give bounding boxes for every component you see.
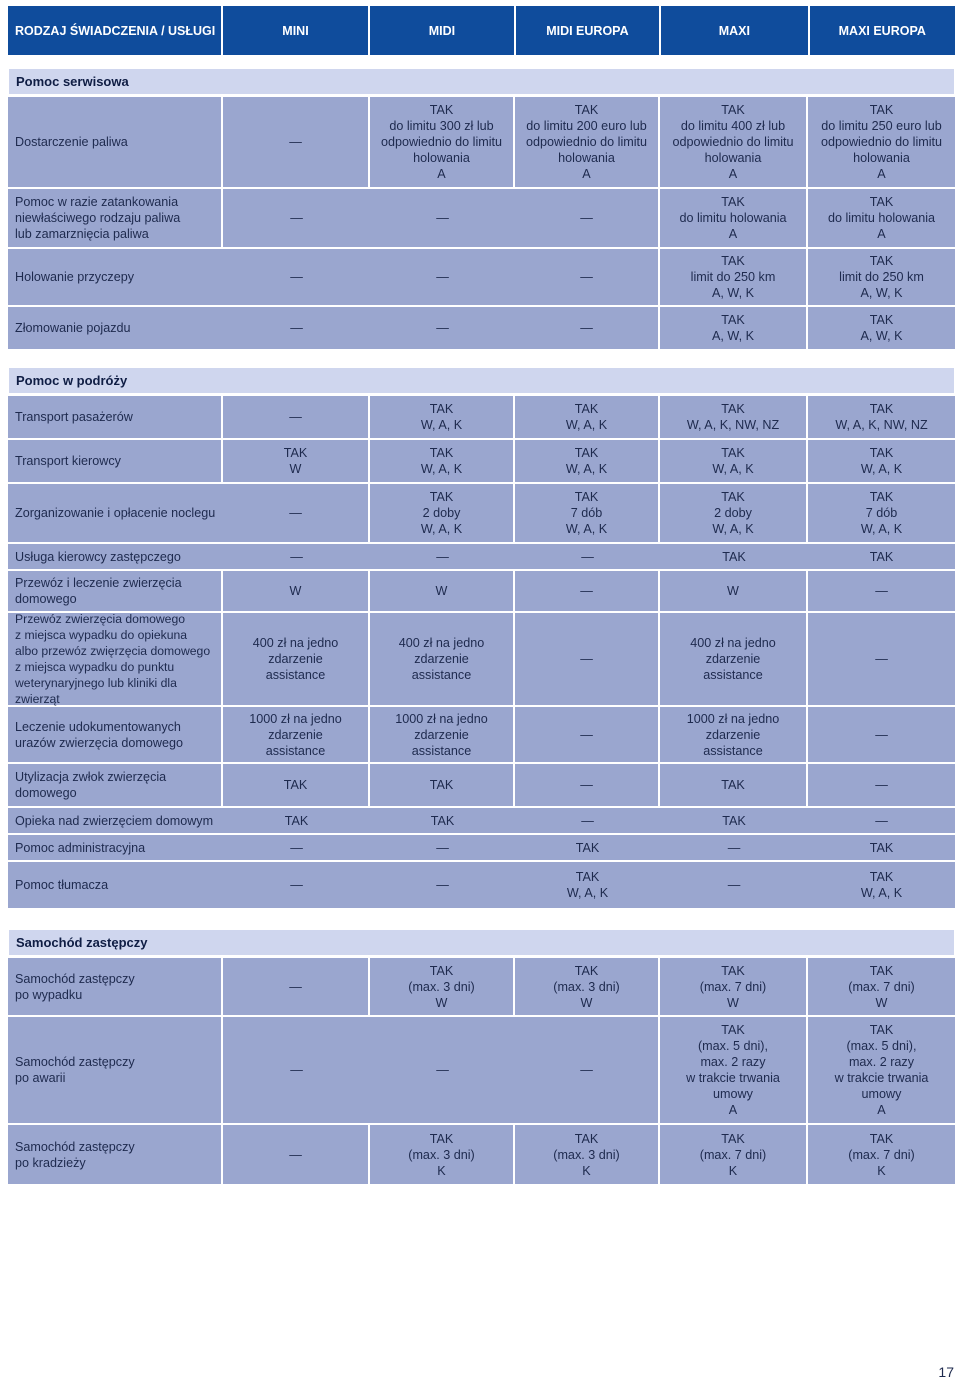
cell-midi: TAK (max. 3 dni) W (370, 958, 515, 1015)
cell-midi-europa: TAK 7 dób W, A, K (515, 484, 660, 542)
cell-maxi: 400 zł na jedno zdarzenie assistance (660, 613, 808, 705)
cell-mini: 1000 zł na jedno zdarzenie assistance (223, 707, 370, 762)
section-title: Pomoc serwisowa (8, 68, 955, 95)
cell-maxi-europa: — (808, 764, 955, 806)
cell-maxi-europa: TAK (max. 7 dni) W (808, 958, 955, 1015)
cell-maxi: TAK A, W, K (660, 307, 808, 349)
row-label: Przewóz zwierzęcia domowego z miejsca wypadku do opiekuna albo przewóz zwięrzęcia domowego z miejsca wypadku do punktu weterynaryjnego lub kliniki dla zwierząt (8, 613, 223, 705)
cell-midi: TAK (370, 764, 515, 806)
section-title: Pomoc w podróży (8, 367, 955, 394)
table-row (8, 611, 955, 705)
table-row (8, 482, 955, 542)
cell-midi-europa: TAK (max. 3 dni) K (515, 1125, 660, 1184)
cell-midi: TAK (370, 808, 515, 833)
cell-midi-europa: — (515, 1017, 660, 1123)
cell-mini: — (223, 862, 370, 908)
header-maxi-europa: MAXI EUROPA (810, 6, 955, 55)
row-label: Usługa kierowcy zastępczego (8, 544, 223, 569)
cell-maxi: TAK (660, 764, 808, 806)
cell-maxi: TAK (max. 7 dni) W (660, 958, 808, 1015)
cell-midi: — (370, 189, 515, 247)
cell-maxi-europa: TAK (808, 835, 955, 860)
row-label: Holowanie przyczepy (8, 249, 223, 305)
table-row (8, 762, 955, 806)
table-row (8, 705, 955, 762)
cell-maxi: 1000 zł na jedno zdarzenie assistance (660, 707, 808, 762)
row-label: Złomowanie pojazdu (8, 307, 223, 349)
cell-maxi: TAK 2 doby W, A, K (660, 484, 808, 542)
cell-mini: 400 zł na jedno zdarzenie assistance (223, 613, 370, 705)
cell-midi-europa: TAK (max. 3 dni) W (515, 958, 660, 1015)
cell-midi: — (370, 862, 515, 908)
cell-maxi: TAK (660, 808, 808, 833)
row-label: Pomoc administracyjna (8, 835, 223, 860)
cell-mini: — (223, 835, 370, 860)
cell-midi-europa: — (515, 571, 660, 611)
cell-midi: 400 zł na jedno zdarzenie assistance (370, 613, 515, 705)
cell-maxi-europa: TAK W, A, K (808, 862, 955, 908)
header-midi-europa: MIDI EUROPA (516, 6, 659, 55)
cell-midi-europa: — (515, 613, 660, 705)
row-label: Pomoc w razie zatankowania niewłaściwego rodzaju paliwa lub zamarznięcia paliwa (8, 189, 223, 247)
row-label: Leczenie udokumentowanych urazów zwierzęcia domowego (8, 707, 223, 762)
cell-mini: — (223, 249, 370, 305)
row-label: Transport pasażerów (8, 396, 223, 438)
cell-maxi-europa: TAK 7 dób W, A, K (808, 484, 955, 542)
cell-mini: TAK W (223, 440, 370, 482)
section-replacement-car (8, 929, 955, 1184)
table-row (8, 806, 955, 833)
table-row (8, 833, 955, 860)
cell-midi-europa: TAK W, A, K (515, 862, 660, 908)
row-label: Pomoc tłumacza (8, 862, 223, 908)
cell-mini: — (223, 396, 370, 438)
cell-mini: TAK (223, 808, 370, 833)
row-label: Przewóz i leczenie zwierzęcia domowego (8, 571, 223, 611)
table-row (8, 860, 955, 908)
row-label: Dostarczenie paliwa (8, 97, 223, 187)
header-mini: MINI (223, 6, 368, 55)
cell-maxi-europa: — (808, 707, 955, 762)
cell-maxi-europa: TAK limit do 250 km A, W, K (808, 249, 955, 305)
row-label: Utylizacja zwłok zwierzęcia domowego (8, 764, 223, 806)
cell-midi-europa: — (515, 707, 660, 762)
row-label: Transport kierowcy (8, 440, 223, 482)
table-row (8, 956, 955, 1015)
cell-midi: TAK (max. 3 dni) K (370, 1125, 515, 1184)
cell-mini: — (223, 97, 370, 187)
row-label: Samochód zastępczy po kradzieży (8, 1125, 223, 1184)
cell-maxi: TAK (660, 544, 808, 569)
section-title: Samochód zastępczy (8, 929, 955, 956)
row-label: Zorganizowanie i opłacenie noclegu (8, 484, 223, 542)
cell-maxi: TAK (max. 7 dni) K (660, 1125, 808, 1184)
cell-maxi: TAK (max. 5 dni), max. 2 razy w trakcie trwania umowy A (660, 1017, 808, 1123)
table-row (8, 305, 955, 349)
table-row (8, 1015, 955, 1123)
cell-maxi: W (660, 571, 808, 611)
table-row (8, 394, 955, 438)
page-number: 17 (938, 1364, 954, 1380)
cell-midi-europa: TAK W, A, K (515, 396, 660, 438)
cell-maxi: TAK do limitu 400 zł lub odpowiednio do limitu holowania A (660, 97, 808, 187)
cell-maxi-europa: TAK W, A, K, NW, NZ (808, 396, 955, 438)
cell-maxi: TAK W, A, K (660, 440, 808, 482)
cell-maxi-europa: TAK (max. 7 dni) K (808, 1125, 955, 1184)
table-row (8, 95, 955, 187)
cell-midi-europa: — (515, 544, 660, 569)
cell-maxi: TAK do limitu holowania A (660, 189, 808, 247)
table-row (8, 1123, 955, 1184)
cell-midi: — (370, 307, 515, 349)
cell-mini: W (223, 571, 370, 611)
cell-mini: — (223, 484, 370, 542)
cell-midi: TAK do limitu 300 zł lub odpowiednio do limitu holowania A (370, 97, 515, 187)
row-label: Samochód zastępczy po wypadku (8, 958, 223, 1015)
cell-maxi-europa: TAK W, A, K (808, 440, 955, 482)
cell-midi: — (370, 835, 515, 860)
table-row (8, 247, 955, 305)
cell-maxi-europa: TAK do limitu holowania A (808, 189, 955, 247)
cell-midi: TAK W, A, K (370, 440, 515, 482)
cell-mini: — (223, 1017, 370, 1123)
header-service-type: RODZAJ ŚWIADCZENIA / USŁUGI (8, 6, 221, 55)
cell-maxi-europa: TAK do limitu 250 euro lub odpowiednio do limitu holowania A (808, 97, 955, 187)
section-travel-assistance (8, 367, 955, 908)
cell-maxi-europa: TAK (max. 5 dni), max. 2 razy w trakcie trwania umowy A (808, 1017, 955, 1123)
cell-midi: — (370, 249, 515, 305)
cell-maxi-europa: TAK (808, 544, 955, 569)
table-row (8, 187, 955, 247)
cell-mini: — (223, 189, 370, 247)
cell-midi: TAK 2 doby W, A, K (370, 484, 515, 542)
cell-midi-europa: — (515, 764, 660, 806)
cell-mini: — (223, 544, 370, 569)
cell-mini: — (223, 958, 370, 1015)
table-row (8, 542, 955, 569)
cell-midi: — (370, 544, 515, 569)
cell-midi: 1000 zł na jedno zdarzenie assistance (370, 707, 515, 762)
row-label: Samochód zastępczy po awarii (8, 1017, 223, 1123)
cell-midi-europa: TAK W, A, K (515, 440, 660, 482)
cell-mini: — (223, 307, 370, 349)
header-midi: MIDI (370, 6, 513, 55)
cell-midi-europa: — (515, 189, 660, 247)
row-label: Opieka nad zwierzęciem domowym (8, 808, 223, 833)
cell-mini: TAK (223, 764, 370, 806)
cell-midi-europa: — (515, 808, 660, 833)
table-header (8, 6, 955, 55)
cell-midi: TAK W, A, K (370, 396, 515, 438)
cell-maxi-europa: — (808, 571, 955, 611)
cell-maxi-europa: — (808, 808, 955, 833)
section-service-assistance (8, 68, 955, 349)
cell-maxi-europa: TAK A, W, K (808, 307, 955, 349)
cell-midi: W (370, 571, 515, 611)
cell-midi-europa: — (515, 249, 660, 305)
cell-maxi: — (660, 835, 808, 860)
cell-mini: — (223, 1125, 370, 1184)
table-row (8, 438, 955, 482)
cell-maxi: TAK limit do 250 km A, W, K (660, 249, 808, 305)
cell-midi: — (370, 1017, 515, 1123)
header-maxi: MAXI (661, 6, 807, 55)
cell-midi-europa: — (515, 307, 660, 349)
cell-maxi: TAK W, A, K, NW, NZ (660, 396, 808, 438)
table-row (8, 569, 955, 611)
cell-maxi-europa: — (808, 613, 955, 705)
cell-maxi: — (660, 862, 808, 908)
cell-midi-europa: TAK do limitu 200 euro lub odpowiednio do limitu holowania A (515, 97, 660, 187)
cell-midi-europa: TAK (515, 835, 660, 860)
